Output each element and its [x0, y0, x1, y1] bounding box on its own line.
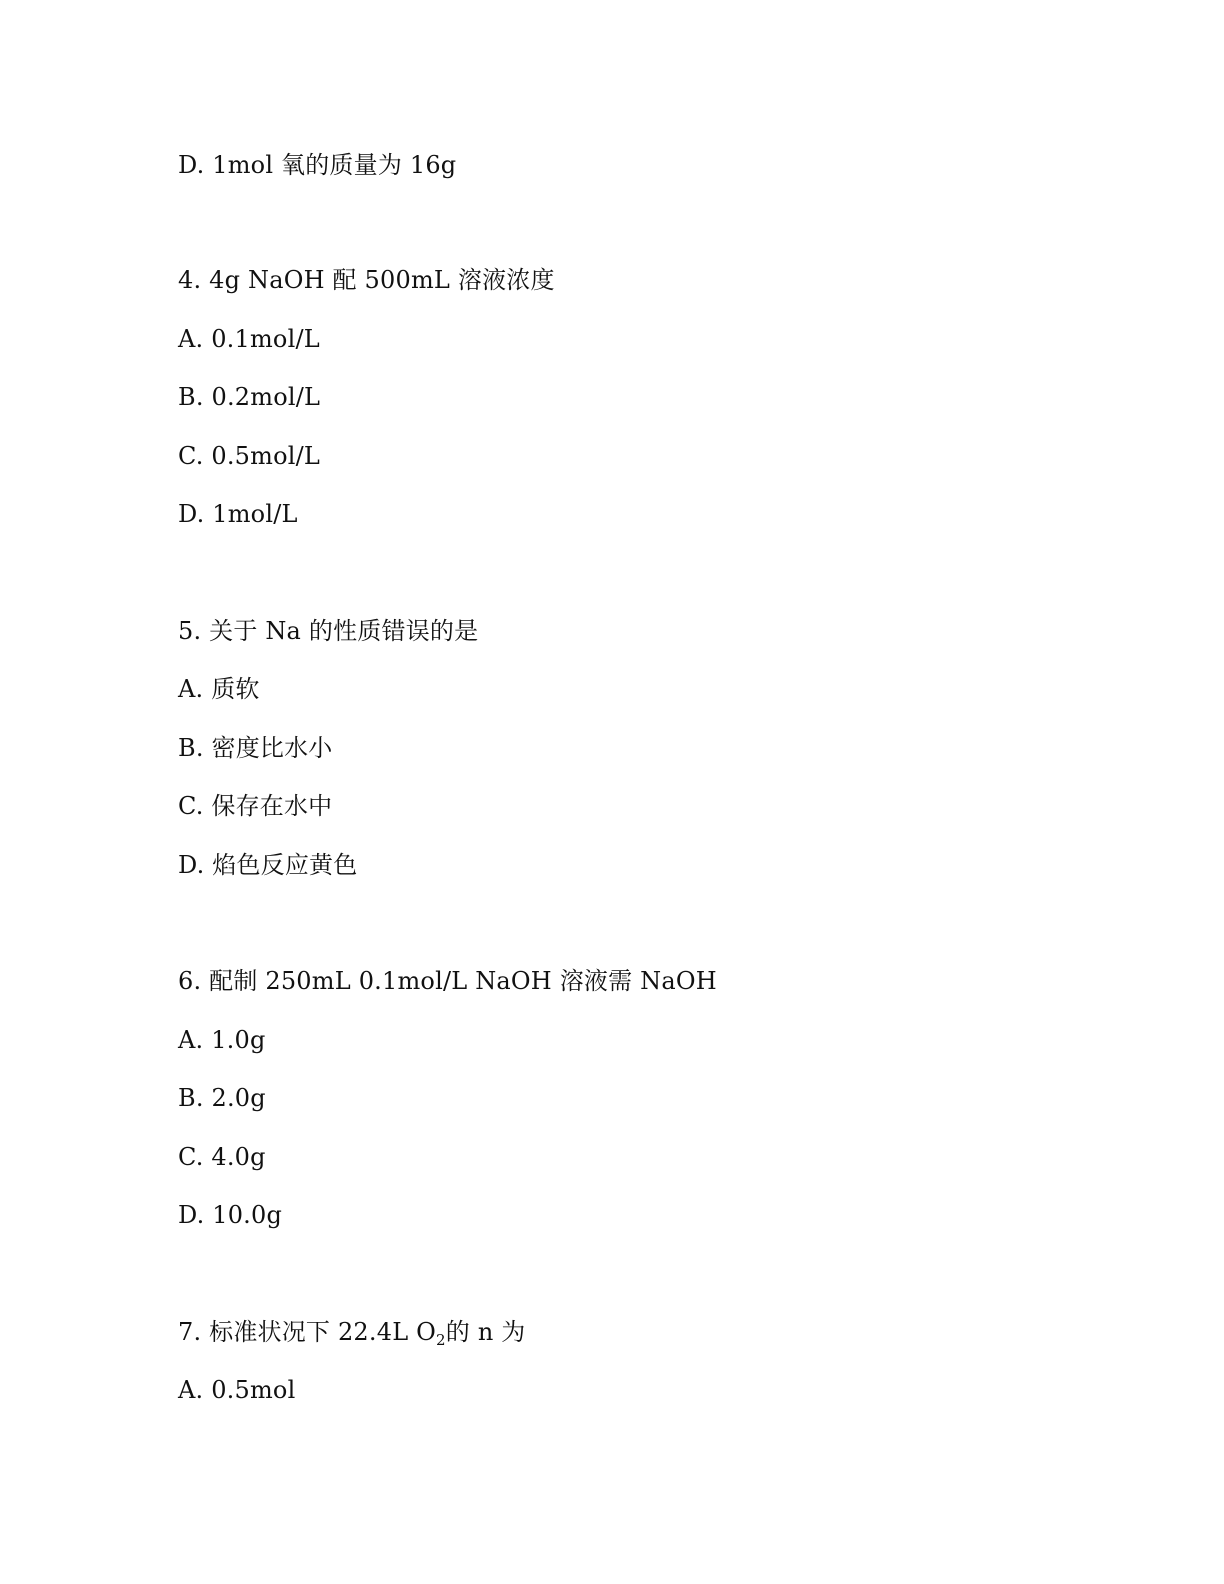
q5-option-c: C. 保存在水中 [178, 792, 333, 820]
q6-option-a: A. 1.0g [178, 1026, 266, 1054]
q5-option-a: A. 质软 [178, 675, 260, 703]
q4-option-d: D. 1mol/L [178, 500, 298, 528]
q7-option-a: A. 0.5mol [178, 1376, 296, 1404]
q6-option-d: D. 10.0g [178, 1201, 283, 1229]
q5-stem: 5. 关于 Na 的性质错误的是 [178, 617, 479, 645]
q7-stem [178, 1316, 526, 1348]
q5-option-b: B. 密度比水小 [178, 734, 333, 762]
q6-option-c: C. 4.0g [178, 1143, 266, 1171]
q5-option-d: D. 焰色反应黄色 [178, 851, 358, 879]
q4-stem: 4. 4g NaOH 配 500mL 溶液浓度 [178, 266, 555, 294]
q3-option-d: D. 1mol 氧的质量为 16g [178, 151, 457, 179]
q6-option-b: B. 2.0g [178, 1084, 266, 1112]
q4-option-b: B. 0.2mol/L [178, 383, 321, 411]
q6-stem: 6. 配制 250mL 0.1mol/L NaOH 溶液需 NaOH [178, 967, 717, 995]
q7-stem-subscript: 2 [436, 1331, 446, 1349]
q7-stem-after: 的 n 为 [445, 1318, 526, 1346]
q4-option-c: C. 0.5mol/L [178, 442, 321, 470]
q7-stem-before: 7. 标准状况下 22.4L O [178, 1318, 437, 1346]
q4-option-a: A. 0.1mol/L [178, 325, 320, 353]
